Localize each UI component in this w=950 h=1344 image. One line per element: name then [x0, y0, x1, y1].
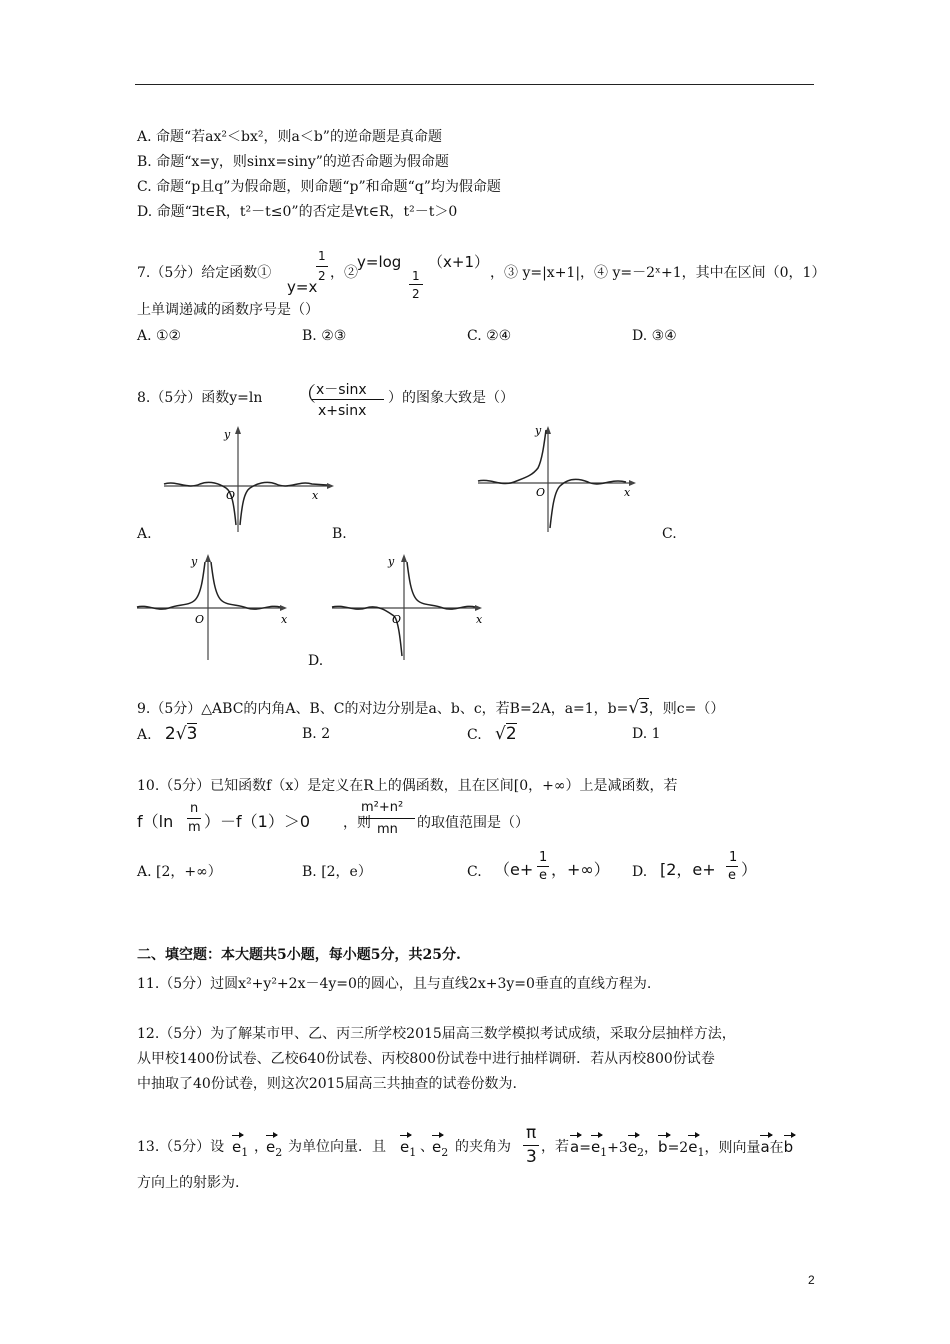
- graph-d-origin: O: [392, 613, 402, 626]
- q13-eq-a: [570, 1137, 793, 1159]
- q13-e1c-vec: e: [590, 1138, 601, 1156]
- q11-text: 11.（5分）过圆x²+y²+2x－4y=0的圆心，且与直线2x+3y=0垂直的直线方程为.: [137, 976, 652, 992]
- q10-option-d-bar: [726, 866, 738, 867]
- q13-prefix: 13.（5分）设: [137, 1139, 225, 1155]
- graph-c-x-arrow: [280, 605, 287, 611]
- q13-e2b-vec: e: [432, 1138, 442, 1156]
- q8-frac-bar: [312, 399, 384, 400]
- q10-f-bar: [187, 818, 201, 819]
- q12-line3: 中抽取了40份试卷，则这次2015届高三共抽查的试卷份数为.: [137, 1076, 517, 1092]
- q9-text: [137, 698, 724, 719]
- q7-f1: y=x: [287, 278, 318, 296]
- q13-t1: 为单位向量．且: [288, 1139, 386, 1155]
- q8-frac-den: x+sinx: [318, 403, 367, 419]
- q7-f1-exp-den: 2: [318, 269, 326, 283]
- graph-b-x-label: x: [624, 486, 631, 499]
- q7-line2: 上单调递减的函数序号是（）: [137, 302, 319, 318]
- q13-e2-second: [432, 1137, 448, 1159]
- q10-tail: 的取值范围是（）: [417, 815, 529, 831]
- q8-suffix: ）的图象大致是（）: [388, 390, 514, 406]
- graph-b-curve-left: [478, 430, 546, 484]
- q13-e1-vec: e: [232, 1138, 242, 1156]
- q10-option-a: A. [2，+∞）: [137, 864, 222, 880]
- q6-option-a: A. 命题“若ax²＜bx²，则a＜b”的逆命题是真命题: [137, 129, 442, 145]
- q9-c-sqrt-sign: √: [495, 724, 506, 744]
- graph-a-x-arrow: [327, 483, 334, 489]
- q13-a2-vec: a: [760, 1138, 770, 1156]
- q7-sep2: ，②: [330, 265, 358, 281]
- q13-e2-sub: 2: [275, 1146, 283, 1159]
- graph-c-curve-right: [211, 562, 280, 609]
- q13-eq2: =2: [667, 1140, 689, 1156]
- q8-frac-num: x－sinx: [316, 382, 367, 398]
- graph-a-y-arrow: [235, 426, 241, 434]
- graph-c-x-label: x: [281, 613, 288, 626]
- q13-three: 3: [526, 1147, 537, 1167]
- q9-c-label: C.: [467, 727, 482, 743]
- q13-frac-bar: [523, 1145, 539, 1146]
- q13-e2c-sub: 2: [637, 1146, 645, 1159]
- header-rule: [135, 84, 814, 85]
- q13-e1c-sub: 1: [600, 1146, 608, 1159]
- q10-option-c-pre: （e+: [494, 860, 534, 879]
- q10-option-d-den: e: [728, 868, 736, 883]
- graph-d-x-arrow: [475, 605, 482, 611]
- q13-t4: ，则向量: [704, 1140, 761, 1156]
- q9-option-d: D. 1: [632, 726, 661, 742]
- q7-rest: ，③ y=|x+1|，④ y=－2ˣ+1，其中在区间（0，1）: [490, 265, 826, 281]
- q13-e2-first: [266, 1137, 282, 1159]
- q7-f2-base-num: 1: [412, 269, 420, 283]
- q13-b-vec: b: [658, 1138, 668, 1156]
- graph-b-curve-right: [550, 479, 626, 528]
- graph-a-y-label: y: [224, 428, 231, 441]
- q13-e1-sub: 1: [241, 1146, 249, 1159]
- q13-e2-vec: e: [266, 1138, 276, 1156]
- q9-a-sqrt-sign: √: [175, 724, 187, 744]
- q12-line2: 从甲校1400份试卷、乙校640份试卷、丙校800份试卷中进行抽样调研．若从丙校800份试卷: [137, 1051, 715, 1067]
- q13-e2b-sub: 2: [441, 1146, 449, 1159]
- q7-option-b: B. ②③: [302, 328, 347, 344]
- q10-line1: 10.（5分）已知函数f（x）是定义在R上的偶函数，且在区间[0，+∞）上是减函数，若: [137, 778, 678, 794]
- graph-b-origin: O: [536, 486, 546, 499]
- q9-option-a: [137, 724, 197, 745]
- q6-option-b: B. 命题“x=y，则sinx=siny”的逆否命题为假命题: [137, 154, 449, 170]
- q10-r-bar: [359, 818, 415, 819]
- q8-prefix: 8.（5分）函数y=ln: [137, 390, 263, 406]
- graph-c-y-label: y: [191, 555, 198, 568]
- q9-option-c: [467, 724, 517, 745]
- q10-f-den: m: [188, 820, 201, 835]
- q9-a-radicand: 3: [186, 724, 198, 744]
- q10-r-num: m²+n²: [361, 800, 404, 815]
- q8-label-c: C.: [662, 526, 677, 542]
- q13-plus3: +3: [607, 1140, 628, 1156]
- q10-option-d-label: D.: [632, 864, 648, 880]
- q13-dun: 、: [420, 1139, 434, 1155]
- graph-c-origin: O: [195, 613, 205, 626]
- q10-option-d-post: ）: [741, 860, 758, 879]
- q8-graph-b: [476, 420, 656, 535]
- q13-eq1: =: [579, 1140, 591, 1156]
- q8-label-d: D.: [308, 653, 324, 669]
- q10-option-c-bar: [537, 866, 549, 867]
- q7-f1-exp-num: 1: [318, 249, 326, 263]
- q13-b2-vec: b: [783, 1138, 794, 1156]
- q10-f-num: n: [190, 801, 199, 816]
- q13-e2c-vec: e: [627, 1138, 638, 1156]
- graph-d-y-label: y: [388, 555, 395, 568]
- q13-pi: π: [526, 1123, 537, 1143]
- q10-option-c-post: ，+∞）: [551, 860, 610, 879]
- q13-e1b-sub: 1: [409, 1146, 417, 1159]
- q13-e1d-sub: 1: [697, 1146, 705, 1159]
- q9-sqrt-sign: √: [628, 698, 640, 718]
- page-number: 2: [808, 1273, 815, 1287]
- q10-option-c-num: 1: [539, 850, 548, 865]
- q9-c-radicand: 2: [505, 724, 517, 744]
- q10-r-den: mn: [377, 822, 398, 837]
- q9-a-label: A.: [137, 727, 152, 743]
- q13-a-vec: a: [570, 1138, 580, 1156]
- q7-option-c: C. ②④: [467, 328, 512, 344]
- q13-e1-second: [400, 1137, 416, 1159]
- graph-a-origin: O: [226, 489, 236, 502]
- q10-option-d-num: 1: [729, 850, 738, 865]
- q8-graph-d: [330, 548, 490, 663]
- q9-a-coef: 2: [164, 724, 176, 744]
- q13-t3: ，若: [541, 1139, 569, 1155]
- q13-t2: 的夹角为: [455, 1139, 511, 1155]
- q13-comma: ，: [254, 1139, 268, 1155]
- q10-option-c-den: e: [539, 868, 547, 883]
- q10-f-left: f（ln: [137, 812, 174, 831]
- q7-f2-base-den: 2: [412, 287, 420, 301]
- graph-d-x-label: x: [476, 613, 483, 626]
- q10-mid: ，则: [343, 815, 371, 831]
- q13-t5: 在: [769, 1140, 784, 1156]
- q7-prefix: 7.（5分）给定函数①: [137, 265, 272, 281]
- q9-tail: ，则c=（）: [648, 701, 725, 717]
- q13-e1b-vec: e: [400, 1138, 410, 1156]
- q8-lparen: （: [296, 382, 316, 406]
- section-heading-fill-in: 二、填空题：本大题共5小题，每小题5分，共25分.: [137, 947, 461, 963]
- q13-line2: 方向上的射影为.: [137, 1175, 240, 1191]
- q8-graph-a: [162, 420, 342, 535]
- q9-stem: 9.（5分）△ABC的内角A、B、C的对边分别是a、b、c，若B=2A，a=1，b=: [137, 701, 629, 717]
- q8-label-b: B.: [332, 526, 347, 542]
- graph-c-y-arrow: [205, 554, 211, 562]
- q10-option-d-pre: [2，e+: [660, 860, 716, 879]
- q8-graph-c: [135, 548, 295, 663]
- q12-line1: 12.（5分）为了解某市甲、乙、丙三所学校2015届高三数学模拟考试成绩，采取分层抽样方法，: [137, 1026, 736, 1042]
- q6-option-d: D. 命题“∃t∈R，t²－t≤0”的否定是∀t∈R，t²－t＞0: [137, 204, 458, 220]
- graph-b-y-label: y: [535, 424, 542, 437]
- graph-d-y-arrow: [401, 554, 407, 562]
- q10-option-c-label: C.: [467, 864, 482, 880]
- graph-d-curve-right: [407, 562, 475, 609]
- q13-e1-first: [232, 1137, 248, 1159]
- q13-e1d-vec: e: [688, 1138, 698, 1156]
- q7-f2: y=log: [357, 253, 402, 271]
- q10-option-b: B. [2，e）: [302, 864, 372, 880]
- q6-option-c: C. 命题“p且q”为假命题，则命题“p”和命题“q”均为假命题: [137, 179, 501, 195]
- q13-comma2: ，: [644, 1140, 659, 1156]
- q9-sqrt-radicand: 3: [639, 699, 649, 717]
- q9-option-b: B. 2: [302, 726, 331, 742]
- q7-f2-arg: （x+1）: [428, 253, 489, 271]
- q8-label-a: A.: [137, 526, 152, 542]
- graph-a-x-label: x: [312, 489, 319, 502]
- q10-f-right: ）－f（1）＞0: [204, 812, 310, 831]
- q7-option-a: A. ①②: [137, 328, 182, 344]
- graph-c-curve-left: [137, 562, 205, 609]
- q7-option-d: D. ③④: [632, 328, 677, 344]
